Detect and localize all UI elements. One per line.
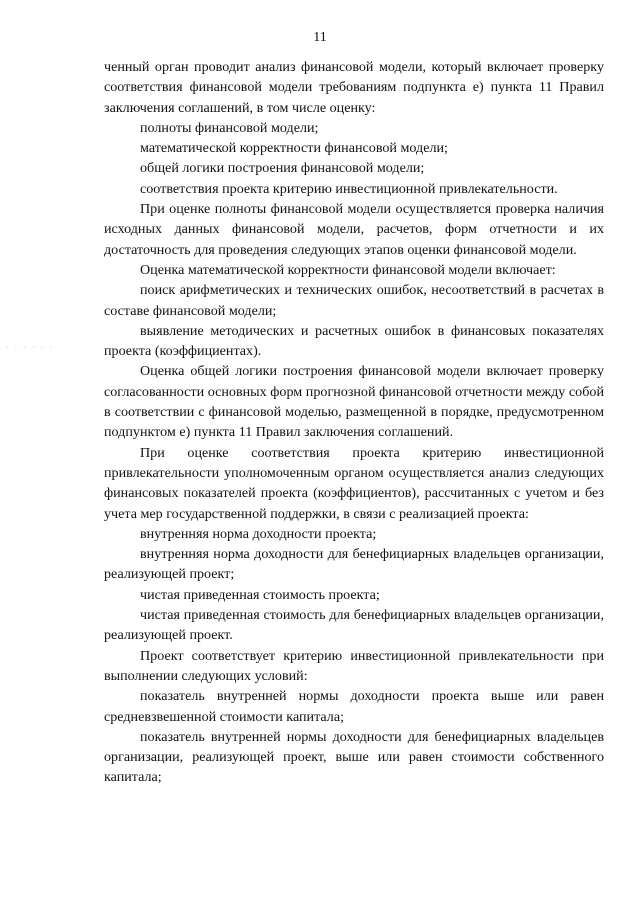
list-item: внутренняя норма доходности проекта; <box>140 525 377 542</box>
list-item: выявление методических и расчетных ошибок в финансовых показателях проекта (коэффициентах). <box>104 322 604 360</box>
list-item: поиск арифметических и технических ошибок, несоответствий в расчетах в составе финансовой модели; <box>104 282 604 319</box>
list-item: внутренняя норма доходности для бенефициарных владельцев организации, реализующей проект; <box>104 546 604 583</box>
list-item: полноты финансовой модели; <box>140 119 319 136</box>
paragraph: При оценке полноты финансовой модели осуществляется проверка наличия исходных данных финансовой модели, расчетов, форм отчетности и их достаточность для проведения следующих этапов оценки финансовой модели. <box>104 201 604 258</box>
list-item: соответствия проекта критерию инвестиционной привлекательности. <box>140 180 558 197</box>
page-number: 11 <box>313 30 327 45</box>
list-item: показатель внутренней нормы доходности для бенефициарных владельцев организации, реализующей проект, выше или равен стоимости собственного капитала; <box>104 728 604 786</box>
paragraph: Проект соответствует критерию инвестиционной привлекательности при выполнении следующих условий: <box>104 647 604 684</box>
list-item: математической корректности финансовой модели; <box>140 140 448 157</box>
list-item: чистая приведенная стоимость для бенефициарных владельцев организации, реализующей проект. <box>104 607 604 644</box>
paragraph: ченный орган проводит анализ финансовой модели, который включает проверку соответствия финансовой модели требованиям подпункта е) пункта 11 Правил заключения соглашений, в том числе оценку: <box>104 59 604 116</box>
document-body <box>104 57 604 788</box>
list-item: чистая приведенная стоимость проекта; <box>140 586 380 603</box>
paragraph: Оценка математической корректности финансовой модели включает: <box>140 261 556 278</box>
paragraph: При оценке соответствия проекта критерию инвестиционной привлекательности уполномоченным органом осуществляется анализ следующих финансовых показателей проекта (коэффициентов), рассчитанных с учетом и без учета мер государственной поддержки, в связи с реализацией проекта: <box>104 444 604 522</box>
list-item: показатель внутренней нормы доходности проекта выше или равен средневзвешенной стоимости капитала; <box>104 688 604 725</box>
scan-margin-marks: · · · · · · <box>6 343 54 352</box>
paragraph: Оценка общей логики построения финансовой модели включает проверку согласованности основных форм прогнозной финансовой отчетности между собой в соответствии с финансовой моделью, размещенной в порядке, предусмотренном подпунктом е) пункта 11 Правил заключения соглашений. <box>104 363 604 441</box>
list-item: общей логики построения финансовой модели; <box>140 160 425 177</box>
